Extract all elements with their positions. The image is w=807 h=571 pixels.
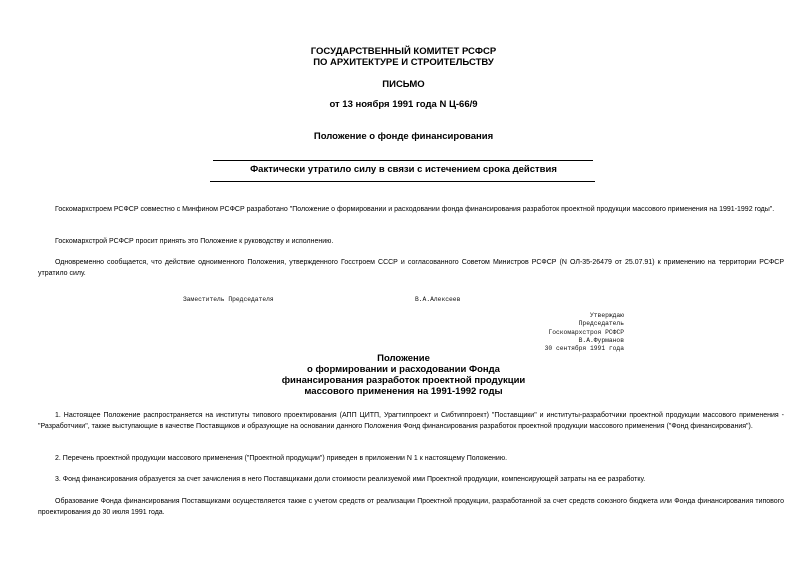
signature-name: В.А.Алексеев — [415, 296, 461, 303]
document-title: Положение о фонде финансирования — [313, 131, 494, 142]
letter-paragraph-2: Госкомархстрой РСФСР просит принять это Положение к руководству и исполнению. — [55, 238, 334, 245]
issuing-authority-line2: ПО АРХИТЕКТУРЕ И СТРОИТЕЛЬСТВУ — [313, 57, 494, 68]
document-type: ПИСЬМО — [382, 79, 425, 90]
regulation-item-1: 1. Настоящее Положение распространяется на институты типового проектирования (АПП ЦИТП, Урагтиппроект и Сибтиппроект) "Поставщики" и институты-разработчики проектной продукции массового применения - "Разработчики", также выступающие в качестве Поставщиков и образующие на основании данного Положения Фонд финансирования разработок проектной продукции массового применения ("Фонд финансирования"). — [38, 412, 784, 430]
letter-paragraph-1: Госкомархстроем РСФСР совместно с Минфином РСФСР разработано "Положение о формировании и расходовании фонда финансирования разработок проектной продукции массового применения на 1991-1992 годы". — [55, 206, 775, 213]
regulation-title-line4: массового применения на 1991-1992 годы — [304, 386, 503, 397]
approval-stamp — [545, 312, 624, 353]
document-date-number: от 13 ноября 1991 года N Ц-66/9 — [329, 99, 478, 110]
regulation-title — [0, 353, 807, 397]
signature-position: Заместитель Председателя — [183, 296, 274, 303]
issuing-authority-line1: ГОСУДАРСТВЕННЫЙ КОМИТЕТ РСФСР — [310, 46, 497, 57]
approval-line-1: Утверждаю — [589, 312, 624, 319]
status-rule-bottom — [210, 181, 595, 182]
letter-paragraph-3: Одновременно сообщается, что действие одноименного Положения, утвержденного Госстроем СССР и согласованного Советом Министров РСФСР (N ОЛ-35-26479 от 25.07.91) к применению на территории РСФСР утратило силу. — [38, 259, 784, 277]
approval-line-4: В.А.Фурманов — [578, 336, 624, 344]
regulation-item-2: 2. Перечень проектной продукции массового применения ("Проектной продукции") приведен в приложении N 1 к настоящему Положению. — [55, 455, 508, 462]
regulation-title-line1: Положение — [377, 353, 430, 364]
status-note: Фактически утратило силу в связи с истечением срока действия — [250, 164, 557, 175]
regulation-item-4: Образование Фонда финансирования Поставщиками осуществляется также с учетом средств от реализации Проектной продукции, разработанной за счет средств союзного бюджета или Фонда финансирования типового проектирования до 30 июля 1991 года. — [38, 498, 784, 516]
regulation-title-line2: о формировании и расходовании Фонда — [307, 364, 500, 375]
regulation-title-line3: финансирования разработок проектной продукции — [281, 375, 526, 386]
approval-line-5: 30 сентября 1991 года — [544, 345, 624, 353]
regulation-item-3: 3. Фонд финансирования образуется за счет зачисления в него Поставщиками доли стоимости реализуемой ими Проектной продукции, компенсирующей затраты на ее разработку. — [55, 476, 646, 483]
approval-line-3: Госкомархстроя РСФСР — [548, 328, 624, 336]
approval-line-2: Председатель — [578, 320, 624, 328]
issuing-authority — [0, 46, 807, 68]
status-rule-top — [213, 160, 593, 161]
